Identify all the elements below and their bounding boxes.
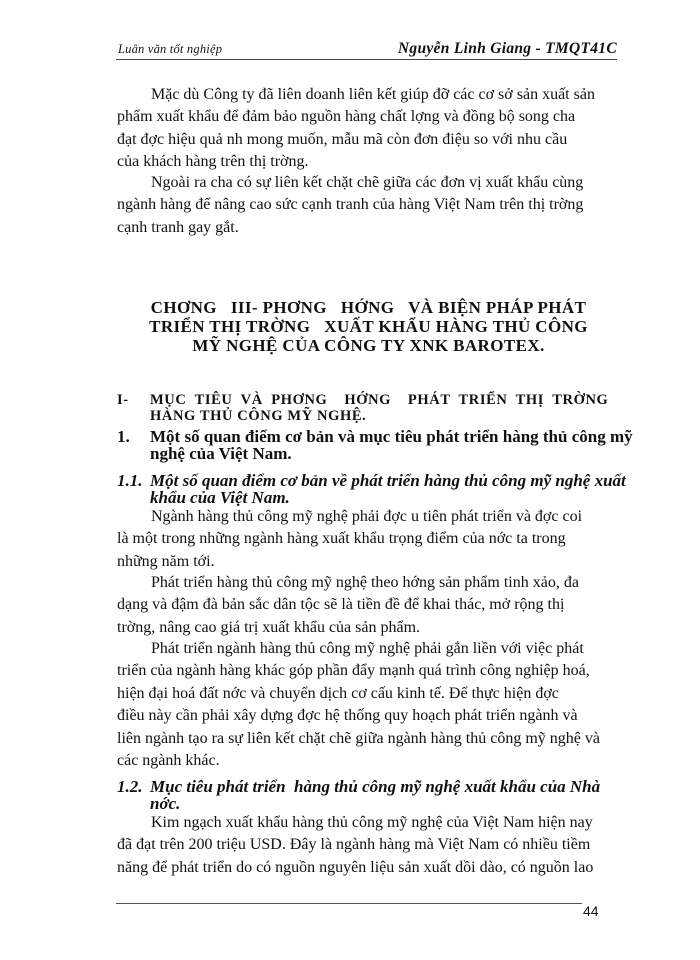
text-line: triển của ngành hàng khác góp phần đẩy mạnh quá trình công nghiệp hoá, bbox=[117, 662, 590, 680]
text-line: ngành hàng để nâng cao sức cạnh tranh của hàng Việt Nam trên thị trờng bbox=[117, 196, 584, 214]
heading-line: Một số quan điểm cơ bản về phát triển hàng thủ công mỹ nghệ xuất bbox=[150, 471, 626, 490]
paragraph-6 bbox=[117, 812, 604, 879]
text-line: liên ngành tạo ra sự liên kết chặt chẽ giữa ngành hàng thủ công mỹ nghệ và bbox=[117, 729, 600, 747]
heading-section-1-1 bbox=[117, 471, 626, 507]
text-line: Ngành hàng thủ công mỹ nghệ phải đợc u tiên phát triển và đợc coi bbox=[151, 508, 583, 525]
header-rule bbox=[116, 59, 617, 60]
heading-line: nghệ của Việt Nam. bbox=[150, 444, 292, 463]
paragraph-5 bbox=[117, 638, 604, 772]
paragraph-3 bbox=[117, 506, 604, 573]
text-line: của khách hàng trên thị trờng. bbox=[117, 153, 309, 171]
header-author: Nguyễn Linh Giang - TMQT41C bbox=[397, 40, 617, 57]
footer-rule bbox=[116, 903, 582, 904]
text-line: phẩm xuất khẩu để đảm bảo nguồn hàng chất lợng và đồng bộ song cha bbox=[117, 108, 576, 126]
chapter-title-line: TRIỂN THỊ TRỜNG XUẤT KHẨU HÀNG THỦ CÔNG bbox=[149, 317, 588, 336]
heading-line: nớc. bbox=[150, 794, 181, 813]
chapter-title-line: MỸ NGHỆ CỦA CÔNG TY XNK BAROTEX. bbox=[192, 336, 545, 355]
text-line: các ngành khác. bbox=[117, 752, 220, 770]
heading-line: HÀNG THỦ CÔNG MỸ NGHỆ. bbox=[150, 408, 367, 424]
text-line: trờng, nâng cao giá trị xuất khẩu của sản phẩm. bbox=[117, 618, 421, 636]
paragraph-2 bbox=[117, 172, 604, 239]
text-line: cạnh tranh gay gắt. bbox=[117, 218, 239, 236]
heading-label: 1. bbox=[117, 427, 130, 446]
text-line: dạng và đậm đà bản sắc dân tộc sẽ là tiền đề để khai thác, mở rộng thị bbox=[117, 596, 565, 614]
paragraph-4 bbox=[117, 572, 604, 639]
chapter-title bbox=[120, 298, 617, 355]
text-line: Kim ngạch xuất khẩu hàng thủ công mỹ nghệ của Việt Nam hiện nay bbox=[151, 814, 593, 831]
heading-line: khẩu của Việt Nam. bbox=[150, 488, 290, 507]
heading-section-1-2 bbox=[117, 778, 607, 812]
text-line: Phát triển ngành hàng thủ công mỹ nghệ phải gắn liền với việc phát bbox=[151, 640, 584, 657]
text-line: điều này cần phải xây dựng đợc hệ thống quy hoạch phát triển ngành và bbox=[117, 707, 578, 725]
text-line: Ngoài ra cha có sự liên kết chặt chẽ giữa các đơn vị xuất khẩu cùng bbox=[151, 174, 584, 191]
heading-section-I bbox=[117, 392, 607, 424]
text-line: đã đạt trên 200 triệu USD. Đây là ngành hàng mà Việt Nam có nhiều tiềm bbox=[117, 836, 591, 854]
paragraph-1 bbox=[117, 84, 604, 174]
heading-label: 1.1. bbox=[117, 471, 143, 490]
heading-line: Một số quan điểm cơ bản và mục tiêu phát triển hàng thủ công mỹ bbox=[150, 427, 633, 446]
chapter-title-line: CHƠNG III- PHƠNG HỚNG VÀ BIỆN PHÁP PHÁT bbox=[150, 298, 587, 317]
text-line: Mặc dù Công ty đã liên doanh liên kết giúp đỡ các cơ sở sản xuất sản bbox=[151, 86, 595, 103]
page-header bbox=[116, 41, 617, 59]
text-line: những năm tới. bbox=[117, 552, 215, 570]
text-line: năng để phát triển do có nguồn nguyên liệu sản xuất dồi dào, có nguồn lao bbox=[117, 858, 594, 876]
heading-line: MỤC TIÊU VÀ PHƠNG HỚNG PHÁT TRIỂN THỊ TRỜNG bbox=[150, 392, 609, 408]
text-line: hiện đại hoá đất nớc và chuyển dịch cơ cấu kinh tế. Để thực hiện đợc bbox=[117, 684, 559, 702]
text-line: đạt đợc hiệu quả nh mong muốn, mẫu mã còn đơn điệu so với nhu cầu bbox=[117, 130, 568, 148]
text-line: Phát triển hàng thủ công mỹ nghệ theo hớng sản phẩm tinh xảo, đa bbox=[151, 574, 579, 591]
heading-label: I- bbox=[117, 392, 129, 408]
heading-section-1 bbox=[117, 427, 633, 463]
text-line: là một trong những ngành hàng xuất khẩu trọng điểm của nớc ta trong bbox=[117, 530, 566, 548]
header-document-type: Luân văn tốt nghiệp bbox=[118, 42, 223, 56]
heading-line: Mục tiêu phát triển hàng thủ công mỹ nghệ xuất khẩu của Nhà bbox=[150, 777, 601, 796]
heading-label: 1.2. bbox=[117, 777, 143, 796]
page-number: 44 bbox=[583, 903, 599, 919]
